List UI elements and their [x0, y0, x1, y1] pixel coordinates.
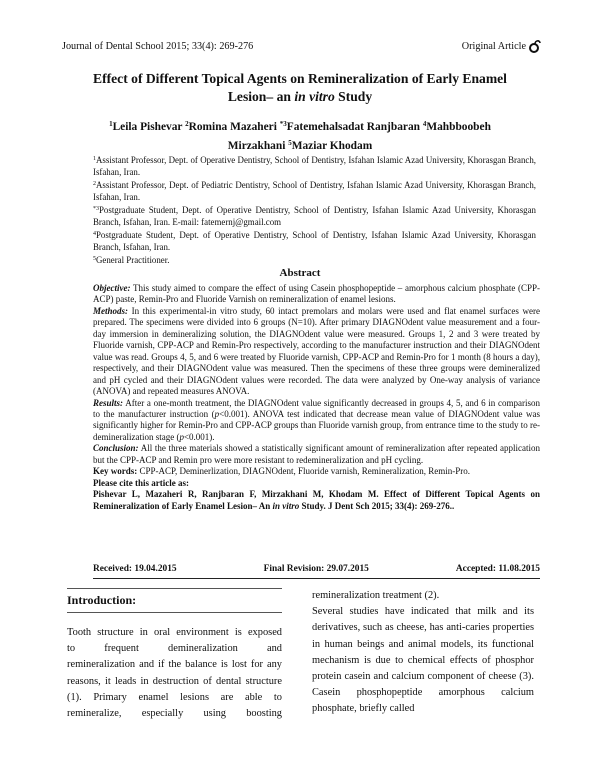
received-date: Received: 19.04.2015 [93, 564, 177, 574]
author-name: Mahbboobeh Mirzakhani [227, 121, 491, 152]
author-name: Maziar Khodam [291, 140, 373, 152]
body-paragraph: remineralization treatment (2). [312, 590, 440, 601]
running-header [62, 38, 542, 54]
journal-citation: Journal of Dental School 2015; 33(4): 269-276 [62, 40, 254, 52]
affiliation: $^1$Assistant Professor, Dept. of Operative Dentistry, School of Dentistry, Isfahan Islamic Azad University, Khorasgan Branch, Isfahan, Iran. [93, 155, 536, 177]
abstract-conclusion: Conclusion: All the three materials showed a statistically significant amount of remineralization after repeated application but the CPP-ACP and Remin pro were more resistant to redemineralization and pH cycling. [93, 443, 540, 465]
author-name: Fatemehalsadat Ranjbaran [286, 121, 420, 133]
abstract-keywords: Key words: CPP-ACP, Deminerlization, DIAGNOdent, Fluoride varnish, Remineralization, Remin-Pro. [93, 466, 470, 477]
affiliation: $^5$General Practitioner. [93, 255, 170, 265]
article-type-label: Original Article [462, 39, 542, 53]
introduction-paragraph: Tooth structure in oral environment is exposed to frequent demineralization and remineralization and if the balance is lost for any reasons, it leads in destruction of dental structure (1). Primary enamel lesions are able to remineralize, especially using boosting [67, 627, 282, 720]
accepted-date: Accepted: 11.08.2015 [455, 564, 540, 574]
final-revision-date: Final Revision: 29.07.2015 [263, 564, 369, 574]
body-column-left [67, 588, 282, 722]
author-list: $^1$Leila Pishevar $^2$Romina Mazaheri $^{*3}$Fatemehalsadat Ranjbaran $^4$Mahbboobeh Mirzakhani $^5$Maziar Khodam [109, 120, 491, 152]
abstract-heading: Abstract [279, 267, 321, 279]
body-paragraph: Several studies have indicated that milk and its derivatives, such as cheese, has anti-caries properties in human beings and animal models, its functional mechanism is due to chemical effects of phosphor protein casein and calcium component of cheese (3). Casein phosphopeptide amorphous calcium phosphate, briefly called [312, 606, 534, 715]
submission-dates [93, 564, 540, 579]
open-access-icon [528, 39, 542, 53]
affiliation: $^4$Postgraduate Student, Dept. of Operative Dentistry, School of Dentistry, Isfahan Islamic Azad University, Khorasgan Branch, Isfahan, Iran. [93, 230, 536, 252]
author-name: Romina Mazaheri [188, 121, 277, 133]
affiliations [93, 153, 536, 266]
affiliation: $^2$Assistant Professor, Dept. of Pediatric Dentistry, School of Dentistry, Isfahan Islamic Azad University, Khorasgan Branch, Isfahan, Iran. [93, 180, 536, 202]
abstract-results: Results: After a one-month treatment, the DIAGNOdent value significantly decreased in groups 4, 5, and 6 in comparison to the manufacturer instruction (p<0.001). ANOVA test indicated that decrease mean value of DIAGNOdent value was significantly higher for Remin-Pro and CPP-ACP groups than Fluoride varnish group, from entrance time to the study to re-demineralization stage (p<0.001). [93, 397, 540, 442]
citation-label: Please cite this article as: [93, 477, 189, 488]
abstract-methods: Methods: In this experimental-in vitro study, 60 intact premolars and molars were used and flat enamel surfaces were prepared. The specimens were divided into 6 groups (N=10). After primary DIAGNOdent value measurement and a four-day immersion in demineralizing solution, the DIAGNOdent value were measured. Groups 1, 2 and 3 were treated by Fluoride varnish, CPP-ACP and Remin-Pro respectively, according to the manufacturer instruction and their DIAGNOdent value was read. Groups 4, 5, and 6 were treated by Fluoride varnish, CPP-ACP and Remin-Pro for 1 month (8 hours a day), respectively, and their DIAGNOdent value was measured. Then the specimens of these three groups were demineralized and pH cycled and their DIAGNOdent values were recorded. The data were analyzed by One-way analysis of variance (ANOVA) and repeated measures ANOVA. [93, 305, 540, 397]
introduction-heading: Introduction: [67, 588, 282, 613]
body-column-right [312, 588, 534, 718]
abstract-objective: Objective: This study aimed to compare the effect of using Casein phosphopeptide – amorphous calcium phosphate (CPP-ACP) paste, Remin-Pro and Fluoride Varnish on remineralization of enamel lesions. [93, 283, 540, 305]
affiliation: $^{*3}$Postgraduate Student, Dept. of Operative Dentistry, School of Dentistry, Isfahan Islamic Azad University, Khorasgan Branch, Isfahan, Iran. E-mail: fatemernj@gmail.com [93, 205, 536, 227]
abstract-body [93, 283, 540, 512]
article-title: Effect of Different Topical Agents on Remineralization of Early Enamel Lesion– an in vitro Study [93, 71, 507, 104]
citation-text: Pishevar L, Mazaheri R, Ranjbaran F, Mirzakhani M, Khodam M. Effect of Different Topical Agents on Remineralization of Early Enamel Lesion– An in vitro Study. J Dent Sch 2015; 33(4): 269-276.. [93, 489, 540, 511]
author-name: Leila Pishevar [112, 121, 183, 133]
